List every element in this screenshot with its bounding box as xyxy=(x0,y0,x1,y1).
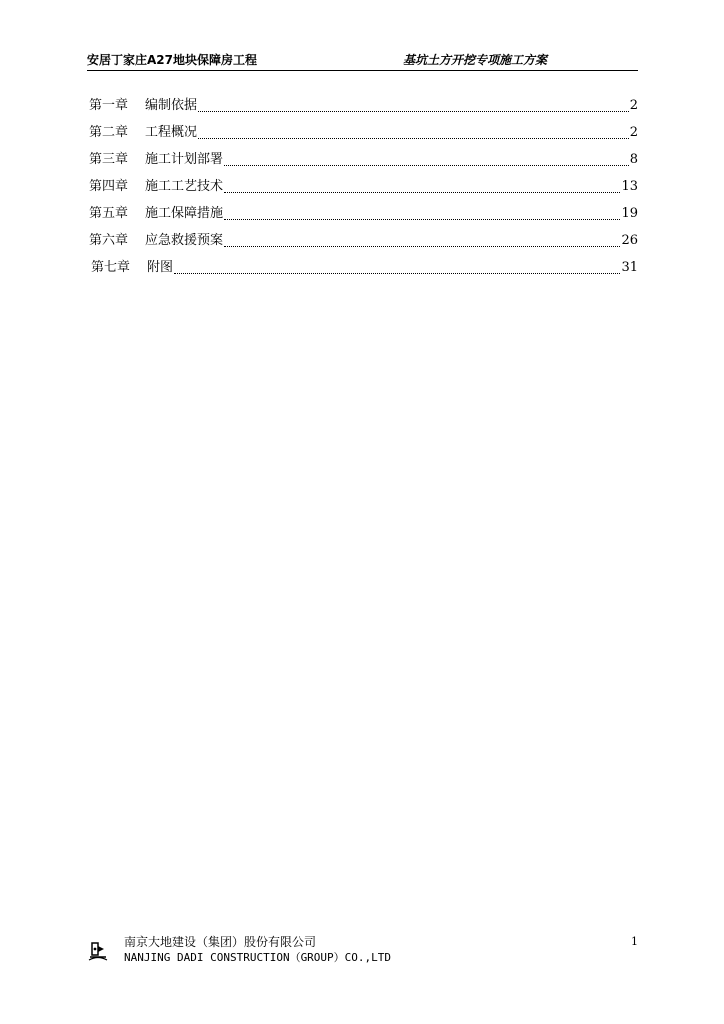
toc-chapter: 第三章 xyxy=(89,151,129,167)
page-number: 1 xyxy=(631,935,638,948)
toc-leader xyxy=(198,101,629,112)
toc-entry-5[interactable] xyxy=(89,200,638,227)
page-footer xyxy=(88,932,640,972)
toc-title: 施工计划部署 xyxy=(145,151,224,167)
toc-leader xyxy=(224,236,620,247)
document-title: 基坑土方开挖专项施工方案 xyxy=(403,53,548,67)
toc-chapter: 第四章 xyxy=(89,178,129,194)
toc-leader xyxy=(224,209,620,220)
toc-title: 施工工艺技术 xyxy=(145,178,224,194)
toc-entry-7[interactable] xyxy=(89,254,638,281)
toc-leader xyxy=(174,263,620,274)
company-logo-icon xyxy=(88,940,108,962)
toc-entry-1[interactable] xyxy=(89,92,638,119)
toc-entry-3[interactable] xyxy=(89,146,638,173)
toc-page: 19 xyxy=(621,205,638,221)
toc-entry-4[interactable] xyxy=(89,173,638,200)
toc-title: 施工保障措施 xyxy=(145,205,224,221)
toc-leader xyxy=(224,155,629,166)
toc-chapter: 第七章 xyxy=(91,259,131,275)
toc-chapter: 第五章 xyxy=(89,205,129,221)
toc-entry-2[interactable] xyxy=(89,119,638,146)
toc-page: 31 xyxy=(621,259,638,275)
project-title: 安居丁家庄A27地块保障房工程 xyxy=(87,53,257,67)
toc-title: 附图 xyxy=(147,259,174,275)
toc-page: 2 xyxy=(629,97,638,113)
toc-title: 应急救援预案 xyxy=(145,232,224,248)
toc-page: 2 xyxy=(629,124,638,140)
toc-leader xyxy=(224,182,620,193)
toc-leader xyxy=(198,128,629,139)
toc-page: 8 xyxy=(629,151,638,167)
table-of-contents xyxy=(89,92,638,281)
company-name-english: NANJING DADI CONSTRUCTION（GROUP）CO.,LTD xyxy=(124,951,392,964)
toc-title: 编制依据 xyxy=(145,97,198,113)
toc-page: 26 xyxy=(621,232,638,248)
toc-entry-6[interactable] xyxy=(89,227,638,254)
toc-chapter: 第六章 xyxy=(89,232,129,248)
toc-page: 13 xyxy=(621,178,638,194)
page-header xyxy=(87,52,638,71)
toc-title: 工程概况 xyxy=(145,124,198,140)
company-name-chinese: 南京大地建设（集团）股份有限公司 xyxy=(124,935,317,949)
toc-chapter: 第一章 xyxy=(89,97,129,113)
toc-chapter: 第二章 xyxy=(89,124,129,140)
